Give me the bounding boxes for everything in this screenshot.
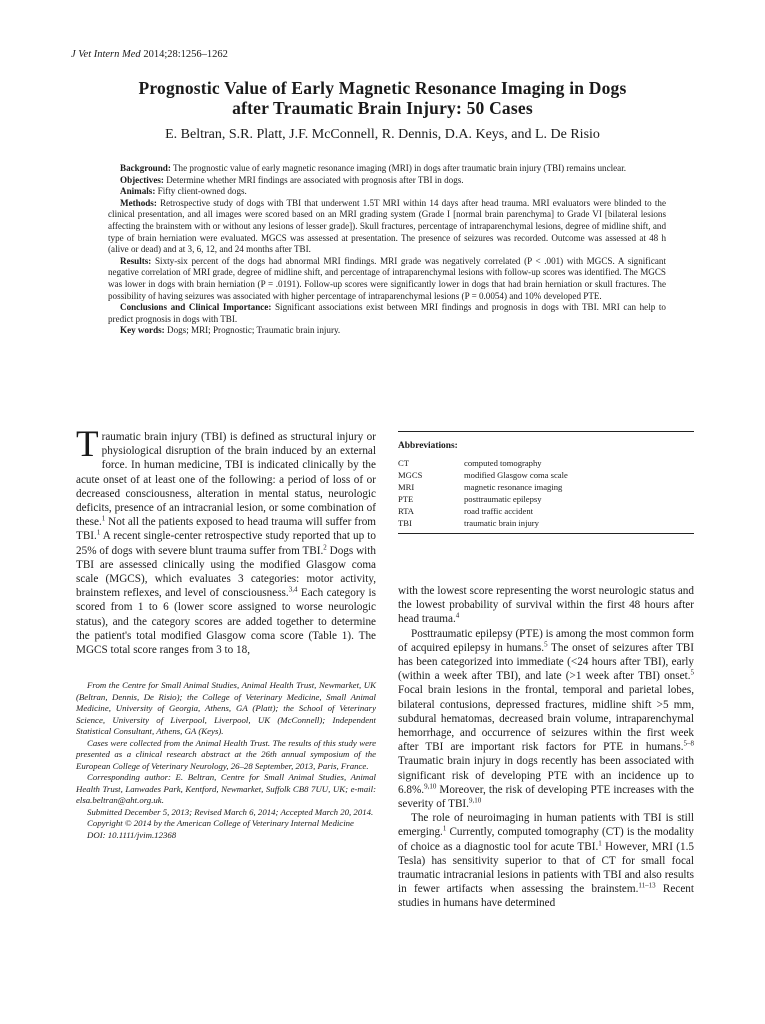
citation: 1 bbox=[96, 528, 101, 537]
left-column-body bbox=[76, 424, 376, 657]
abstract bbox=[108, 163, 666, 337]
abbreviation-row: PTE posttraumatic epilepsy bbox=[398, 494, 542, 504]
footnote-cases: Cases were collected from the Animal Health Trust. The results of this study were presented as a clinical research abstract at the 26th annual symposium of the European College of Veterinary Neurology, 26–28 September, 2013, Paris, France. bbox=[76, 737, 376, 771]
abstract-conclusions: Conclusions and Clinical Importance: Significant associations exist between MRI findings and prognosis in dogs with TBI. MRI can help to predict prognosis in dogs with TBI. bbox=[108, 302, 666, 324]
abstract-keywords: Key words: Dogs; MRI; Prognostic; Traumatic brain injury. bbox=[120, 325, 341, 336]
abstract-animals: Animals: Fifty client-owned dogs. bbox=[120, 186, 247, 197]
abstract-objectives: Objectives: Determine whether MRI findings are associated with prognosis after TBI in dogs. bbox=[120, 174, 464, 185]
citation: 3,4 bbox=[288, 585, 298, 594]
intro-paragraph-3: The role of neuroimaging in human patients with TBI is still emerging.$^1$ Currently, computed tomography (CT) is the modality of choice as a diagnostic tool for acute TBI.$^1$ However, MRI (1.5 Tesla) has sensitivity superior to that of CT for small focal traumatic intracranial lesions in patients with TBI and also results in fewer artifacts when assessing the brainstem.$^{11-13}$ Recent studies in humans have determined bbox=[398, 812, 694, 910]
abstract-methods: Methods: Retrospective study of dogs with TBI that underwent 1.5T MRI within 14 days after head trauma. MRI evaluators were blinded to the clinical presentation, and all images were scored based on an MRI grading system (Grade I [normal brain parenchyma] to Grade VI [bilateral lesions affecting the brainstem with or without any lesions of lesser grade]). Skull fractures, percentage of intraparenchymal lesions, degree of midline shift, and type of brain herniation were evaluated. MGCS was assessed at presentation. The presence of seizures was recorded. Outcome was assessed at 48 h (alive or dead) and at 3, 6, 12, and 24 months after TBI. bbox=[108, 197, 666, 255]
citation: 5 bbox=[690, 668, 694, 677]
citation: 2 bbox=[323, 542, 327, 551]
intro-paragraph-2: Posttraumatic epilepsy (PTE) is among the most common form of acquired epilepsy in humans.$^5$ The onset of seizures after TBI has been categorized into immediate (<24 hours after TBI), early (within a week after TBI), and late (>1 week after TBI) onset.$^5$ Focal brain lesions in the frontal, temporal and parietal lobes, bilateral contusions, depressed fractures, midline shift >5 mm, subdural hematomas, decreased brain volume, intraparenchymal hemorrhage, and occurrence of seizures within the first week after TBI are important risk factors for PTE in humans.$^{5-8}$ Traumatic brain injury in dogs recently has been associated with significant risk of developing PTE with an incidence up to 6.8%.$^{9,10}$ Moreover, the risk of developing PTE increases with the severity of TBI.$^{9,10}$ bbox=[398, 627, 694, 811]
citation: 1 bbox=[598, 838, 602, 847]
article-title bbox=[60, 78, 705, 118]
footnote-corresponding-author: Corresponding author: E. Beltran, Centre for Small Animal Studies, Animal Health Trust, Lanwades Park, Kentford, Newmarket, Suffolk CB8 7UU, UK; e-mail: elsa.beltran@aht.org.uk. bbox=[76, 772, 376, 805]
abbreviations-title: Abbreviations: bbox=[398, 441, 458, 451]
abbreviation-row: MRI magnetic resonance imaging bbox=[398, 482, 563, 492]
footnote-copyright: Copyright © 2014 by the American College of Veterinary Internal Medicine bbox=[87, 818, 354, 828]
abbreviation-row: MGCS modified Glasgow coma scale bbox=[398, 470, 568, 480]
volume-pages: 2014;28:1256–1262 bbox=[143, 49, 228, 60]
drop-cap: T bbox=[76, 424, 99, 465]
citation: 9,10 bbox=[424, 782, 437, 791]
citation: 11–13 bbox=[638, 881, 656, 890]
article-footnotes bbox=[76, 680, 376, 841]
author-list: E. Beltran, S.R. Platt, J.F. McConnell, R. Dennis, D.A. Keys, and L. De Risio bbox=[165, 127, 600, 142]
citation: 1 bbox=[442, 824, 447, 833]
title-line-1: Prognostic Value of Early Magnetic Resonance Imaging in Dogs bbox=[138, 78, 627, 98]
footnote-submission-dates: Submitted December 5, 2013; Revised March 6, 2014; Accepted March 20, 2014. bbox=[87, 806, 374, 817]
citation: 5 bbox=[544, 640, 548, 649]
abstract-results: Results: Sixty-six percent of the dogs had abnormal MRI findings. MRI grade was negatively correlated (P < .001) with MGCS. A significant negative correlation of MRI grade, degree of midline shift, and percentage of intraparenchymal lesions with follow-up scores was identified. The MGCS was lower in dogs with brain herniation (P = .0191). Follow-up scores were significantly lower in dogs that had brain herniation or skull fractures. The possibility of having seizures was associated with higher percentage of intraparenchymal lesions (P = 0.0054) and 10% developed PTE. bbox=[108, 255, 666, 301]
abbreviation-row: TBI traumatic brain injury bbox=[398, 518, 539, 528]
abstract-background: Background: The prognostic value of early magnetic resonance imaging (MRI) in dogs after traumatic brain injury (TBI) remains unclear. bbox=[120, 163, 626, 173]
citation: 1 bbox=[101, 514, 106, 523]
citation: 5–8 bbox=[683, 739, 694, 748]
title-line-2: after Traumatic Brain Injury: 50 Cases bbox=[232, 98, 533, 118]
abbreviations-box bbox=[398, 431, 694, 534]
footnote-affiliation: From the Centre for Small Animal Studies, Animal Health Trust, Newmarket, UK (Beltran, Dennis, De Risio); the College of Veterinary Medicine, Small Animal Medicine, University of Georgia, Athens, GA (Platt); the School of Veterinary Science, University of Liverpool, Liverpool, UK (McConnell); Independent Statistical Consultant, Athens, GA (Keys). bbox=[76, 680, 376, 736]
footnote-doi: DOI: 10.1111/jvim.12368 bbox=[87, 829, 177, 840]
citation: 9,10 bbox=[468, 796, 482, 805]
citation: 4 bbox=[455, 611, 460, 620]
intro-paragraph-1: Traumatic brain injury (TBI) is defined as structural injury or physiological disruption of the brain induced by an external force. In human medicine, TBI is indicated clinically by the acute onset of at least one of the following: a period of loss of or decreased consciousness, alteration in mental status, neurologic deficits, presence of an intracranial lesion, or some combination of these.$^1$ Not all the patients exposed to head trauma will suffer from TBI.$^1$ A recent single-center retrospective study reported that up to 25% of dogs with severe blunt trauma suffer from TBI.$^2$ Dogs with TBI are assessed clinically using the modified Glasgow coma scale (MGCS), which evaluates 3 categories: motor activity, brainstem reflexes, and level of consciousness.$^{3,4}$ Each category is scored from 1 to 6 (lower score assigned to worse neurologic status), and the category scores are added together to determine the patient's total modified Glasgow coma score (Table 1). The MGCS total score ranges from 3 to 18, bbox=[76, 424, 376, 657]
journal-name: J Vet Intern Med bbox=[71, 49, 141, 60]
running-header bbox=[71, 49, 228, 60]
abbreviation-row: CT computed tomography bbox=[398, 458, 542, 468]
abbreviation-row: RTA road traffic accident bbox=[398, 506, 534, 516]
right-column-body bbox=[398, 584, 694, 911]
intro-paragraph-1-continued: with the lowest score representing the worst neurologic status and the lowest probability of survival within the first 48 hours after head trauma.$^4$ bbox=[398, 585, 694, 626]
